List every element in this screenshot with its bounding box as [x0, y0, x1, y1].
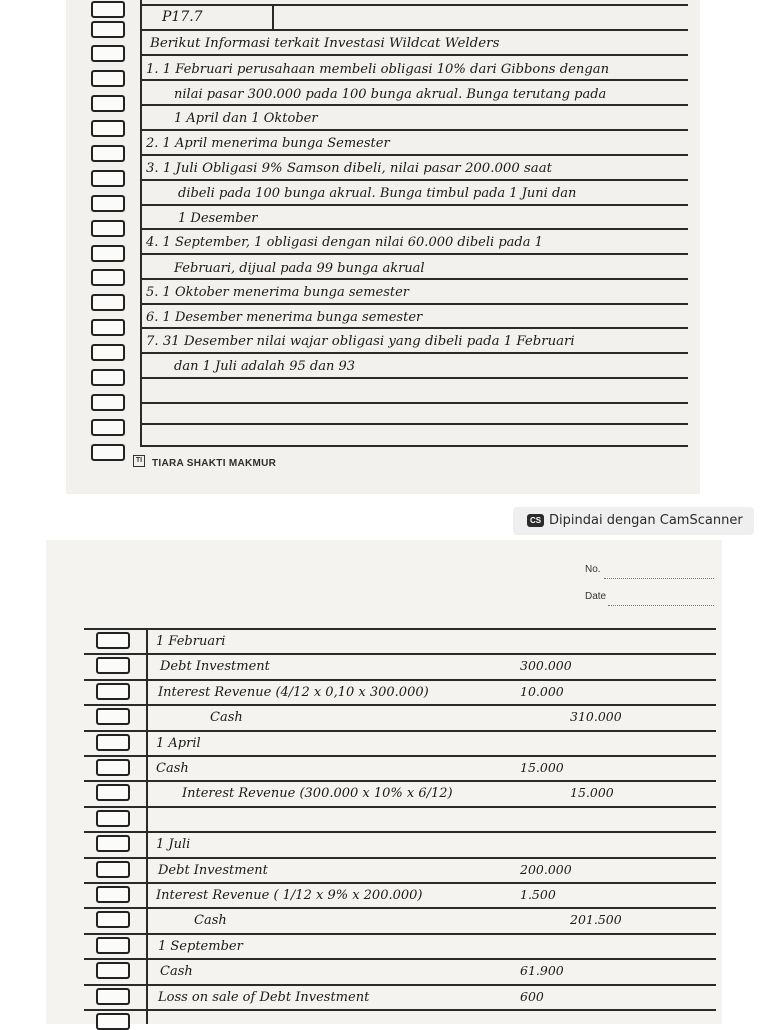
margin-checkbox	[91, 344, 125, 361]
info-line: nilai pasar 300.000 pada 100 bunga akrual. Bunga terutang pada	[174, 87, 607, 102]
margin-checkbox	[91, 170, 125, 187]
ruled-line	[140, 204, 688, 206]
journal-debit: 200.000	[520, 862, 572, 877]
margin-checkbox	[96, 988, 130, 1005]
journal-description: Cash	[210, 710, 243, 725]
journal-description: Loss on sale of Debt Investment	[158, 990, 370, 1005]
page-1-title: P17.7	[162, 9, 203, 25]
ruled-line	[140, 154, 688, 156]
journal-description: Interest Revenue ( 1/12 x 9% x 200.000)	[156, 888, 423, 903]
journal-description: Debt Investment	[158, 863, 268, 878]
info-line: Februari, dijual pada 99 bunga akrual	[174, 261, 425, 276]
journal-debit: 1.500	[520, 887, 556, 902]
brand-logo-icon: TI	[133, 455, 145, 467]
no-label: No.	[585, 564, 601, 575]
margin-checkbox	[96, 759, 130, 776]
journal-debit: 300.000	[520, 658, 572, 673]
ruled-line	[84, 628, 716, 630]
ruled-line	[84, 653, 716, 655]
ruled-line	[84, 679, 716, 681]
journal-description: 1 Juli	[156, 837, 191, 852]
journal-credit: 310.000	[570, 709, 622, 724]
ruled-line	[84, 907, 716, 909]
margin-checkbox	[91, 419, 125, 436]
margin-checkbox	[96, 784, 130, 801]
info-line: 2. 1 April menerima bunga Semester	[146, 136, 390, 151]
info-line: 5. 1 Oktober menerima bunga semester	[146, 285, 410, 300]
ruled-line	[84, 780, 716, 782]
ruled-line	[84, 755, 716, 757]
ruled-line	[140, 445, 688, 447]
margin-checkbox	[96, 962, 130, 979]
ruled-line	[140, 377, 688, 379]
ruled-line	[140, 104, 688, 106]
info-line: Berikut Informasi terkait Investasi Wildcat Welders	[150, 36, 500, 51]
info-line: 1. 1 Februari perusahaan membeli obligasi 10% dari Gibbons dengan	[146, 62, 610, 77]
info-line: 1 April dan 1 Oktober	[174, 111, 318, 126]
margin-checkbox	[96, 810, 130, 827]
margin-checkbox	[91, 245, 125, 262]
info-line: 1 Desember	[178, 211, 258, 226]
margin-checkbox	[96, 835, 130, 852]
ruled-line	[140, 352, 688, 354]
journal-credit: 15.000	[570, 785, 614, 800]
margin-checkbox	[96, 937, 130, 954]
margin-checkbox	[91, 269, 125, 286]
journal-debit: 15.000	[520, 760, 564, 775]
margin-checkbox	[96, 911, 130, 928]
journal-description: Debt Investment	[160, 659, 270, 674]
ruled-line	[84, 704, 716, 706]
info-line: dibeli pada 100 bunga akrual. Bunga timbul pada 1 Juni dan	[178, 186, 577, 201]
ruled-line	[84, 882, 716, 884]
margin-checkbox	[96, 734, 130, 751]
ruled-line	[84, 806, 716, 808]
margin-checkbox	[96, 683, 130, 700]
journal-description: 1 Februari	[156, 634, 226, 649]
ruled-line	[84, 831, 716, 833]
ruled-line	[140, 327, 688, 329]
margin-checkbox	[91, 444, 125, 461]
ruled-line	[140, 179, 688, 181]
ruled-line	[140, 402, 688, 404]
journal-description: Cash	[194, 913, 227, 928]
journal-description: Interest Revenue (300.000 x 10% x 6/12)	[182, 786, 453, 801]
margin-checkbox	[96, 861, 130, 878]
ruled-line	[140, 54, 688, 56]
ruled-line	[84, 984, 716, 986]
ruled-line	[84, 730, 716, 732]
journal-description: Interest Revenue (4/12 x 0,10 x 300.000)	[158, 685, 429, 700]
ruled-line	[140, 278, 688, 280]
ruled-line	[84, 958, 716, 960]
journal-description: Cash	[156, 761, 189, 776]
margin-checkbox	[91, 195, 125, 212]
ruled-line	[140, 79, 688, 81]
info-line: 4. 1 September, 1 obligasi dengan nilai 60.000 dibeli pada 1	[146, 235, 543, 250]
date-field-line	[608, 605, 714, 606]
ruled-line	[84, 933, 716, 935]
date-label: Date	[585, 591, 607, 602]
info-line: 6. 1 Desember menerima bunga semester	[146, 310, 423, 325]
journal-debit: 600	[520, 989, 544, 1004]
title-box-bottom	[140, 29, 273, 31]
margin-checkbox	[91, 45, 125, 62]
ruled-line	[140, 4, 688, 6]
scanner-badge-text: Dipindai dengan CamScanner	[549, 513, 743, 528]
margin-checkbox	[96, 657, 130, 674]
margin-checkbox	[91, 394, 125, 411]
margin-checkbox	[96, 1013, 130, 1030]
journal-description: 1 September	[158, 939, 243, 954]
no-field-line	[604, 578, 714, 579]
brand-name: TIARA SHAKTI MAKMUR	[152, 458, 277, 469]
margin-checkbox	[96, 708, 130, 725]
title-box-right	[272, 4, 274, 30]
margin-checkbox	[91, 120, 125, 137]
margin-checkbox	[91, 95, 125, 112]
ruled-line	[140, 253, 688, 255]
ruled-line	[140, 228, 688, 230]
journal-debit: 61.900	[520, 963, 564, 978]
journal-debit: 10.000	[520, 684, 564, 699]
margin-checkbox	[91, 369, 125, 386]
margin-checkbox	[91, 319, 125, 336]
journal-credit: 201.500	[570, 912, 622, 927]
margin-line-1	[140, 0, 142, 446]
journal-description: Cash	[160, 964, 193, 979]
margin-line-2	[146, 628, 148, 1024]
ruled-line	[140, 423, 688, 425]
ruled-line	[84, 1009, 716, 1011]
camscanner-logo-icon: CS	[527, 514, 544, 527]
margin-checkbox	[91, 21, 125, 38]
margin-checkbox	[96, 632, 130, 649]
info-line: 7. 31 Desember nilai wajar obligasi yang dibeli pada 1 Februari	[146, 334, 575, 349]
journal-description: 1 April	[156, 736, 201, 751]
info-line: 3. 1 Juli Obligasi 9% Samson dibeli, nilai pasar 200.000 saat	[146, 161, 552, 176]
info-line: dan 1 Juli adalah 95 dan 93	[174, 359, 356, 374]
margin-checkbox	[91, 220, 125, 237]
ruled-line	[84, 857, 716, 859]
ruled-line	[140, 303, 688, 305]
margin-checkbox	[91, 70, 125, 87]
margin-checkbox	[91, 145, 125, 162]
margin-checkbox	[96, 886, 130, 903]
ruled-line	[140, 129, 688, 131]
margin-checkbox	[91, 294, 125, 311]
margin-checkbox	[91, 1, 125, 18]
